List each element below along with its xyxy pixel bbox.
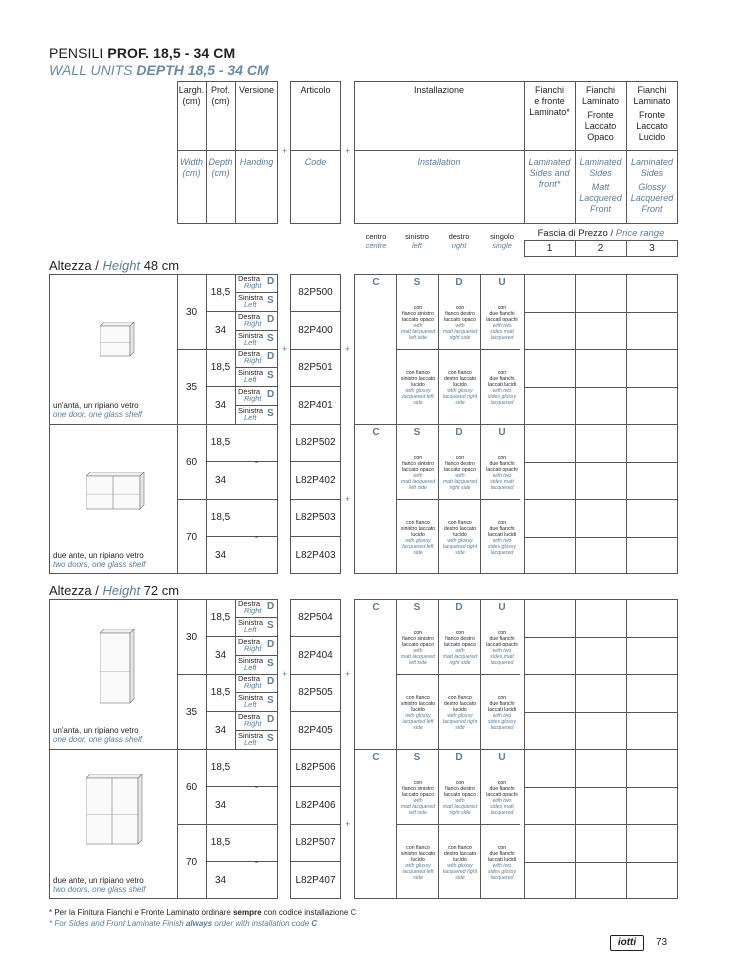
handing-s-code: S	[267, 733, 274, 744]
grid-line	[524, 712, 678, 713]
width-value: 70	[185, 857, 198, 868]
grid-line	[524, 499, 678, 500]
grid-line	[290, 786, 341, 787]
grid-line	[524, 637, 678, 638]
install-note: con due fianchi laccati lucidi with two sides glossy lacquered	[487, 695, 517, 731]
handing-s-code: S	[267, 370, 274, 381]
code-u: U	[498, 277, 506, 288]
depth-value: 34	[214, 324, 227, 336]
depth-value: 34	[214, 474, 227, 486]
depth-value: 18,5	[210, 362, 231, 373]
handing-d-code: D	[267, 351, 275, 362]
depth-value: 18,5	[210, 287, 231, 298]
width-value: 30	[185, 307, 198, 318]
code-s: S	[413, 427, 421, 438]
handing-left: Sinistra Left	[238, 368, 264, 384]
handing-right: Destra Right	[238, 599, 262, 615]
plus-sign: +	[345, 819, 351, 829]
handing-d-code: D	[267, 676, 275, 687]
code-s: S	[413, 277, 421, 288]
code-s: S	[413, 752, 421, 763]
handing-left: Sinistra Left	[238, 406, 264, 422]
code-c: C	[372, 277, 380, 288]
install-note: con fianco destro laccato opaco with matt lacquered right side	[442, 455, 478, 491]
install-note: con fianco destro laccato lucido with glossy lacquered right side	[442, 520, 478, 556]
grid-line	[49, 749, 278, 750]
cabinet-one-door-illustration	[100, 629, 136, 707]
article-code: 82P500	[298, 287, 333, 298]
install-note: con fianco sinistro laccato lucido with glossy lacquered left side	[400, 520, 436, 556]
depth-value: 18,5	[210, 687, 231, 698]
depth-value: 18,5	[210, 437, 231, 448]
grid-line	[290, 711, 341, 712]
install-note: con due fianchi laccati opachi with two sides matt lacquered	[486, 305, 518, 341]
handing-s-code: S	[267, 658, 274, 669]
handing-left: Sinistra Left	[238, 618, 264, 634]
width-value: 30	[185, 632, 198, 643]
depth-value: 18,5	[210, 612, 231, 623]
article-code: 82P504	[298, 612, 333, 623]
handing-left: Sinistra Left	[238, 693, 264, 709]
page-title: PENSILI PROF. 18,5 - 34 CM	[49, 45, 236, 61]
handing-none: -	[254, 532, 259, 543]
grid-line	[290, 424, 341, 425]
handing-right: Destra Right	[238, 637, 262, 653]
grid-line	[354, 424, 678, 425]
width-value: 60	[185, 782, 198, 793]
install-note: con due fianchi laccati lucidi with two sides glossy lacquered	[487, 370, 517, 406]
code-u: U	[498, 427, 506, 438]
install-note: con due fianchi laccati opachi with two sides matt lacquered	[486, 630, 518, 666]
code-c: C	[372, 752, 380, 763]
article-code: 82P401	[298, 399, 333, 411]
grid-line	[290, 349, 341, 350]
footnote-it: * Per la Finitura Fianchi e Fronte Laminato ordinare sempre con codice installazione C	[49, 908, 357, 917]
handing-right: Destra Right	[238, 712, 262, 728]
plus-sign: +	[345, 344, 351, 354]
handing-left: Sinistra Left	[238, 331, 264, 347]
install-note: con fianco sinistro laccato opaco with matt lacquered left side	[400, 780, 436, 816]
install-note: con due fianchi laccati lucidi with two sides glossy lacquered	[487, 520, 517, 556]
grid-line	[354, 749, 678, 750]
grid-line	[177, 824, 278, 825]
grid-line	[290, 636, 341, 637]
depth-value: 34	[214, 799, 227, 811]
brand-logo: iotti	[610, 935, 644, 951]
depth-value: 34	[214, 649, 227, 661]
handing-none: -	[254, 857, 259, 868]
grid-line	[290, 674, 341, 675]
article-code: 82P501	[298, 362, 333, 373]
install-note: con fianco destro laccato opaco with matt lacquered right side	[442, 305, 478, 341]
handing-none: -	[254, 457, 259, 468]
install-note: con due fianchi laccati opachi with two sides matt lacquered	[486, 780, 518, 816]
code-d: D	[455, 602, 463, 613]
grid-line	[290, 861, 341, 862]
article-code: L82P402	[295, 474, 336, 486]
article-code: L82P502	[295, 437, 336, 448]
grid-line	[524, 349, 678, 350]
code-d: D	[455, 277, 463, 288]
handing-s-code: S	[267, 333, 274, 344]
article-code: L82P407	[295, 874, 336, 886]
handing-d-code: D	[267, 601, 275, 612]
install-note: con fianco sinistro laccato opaco with matt lacquered left side	[400, 305, 436, 341]
handing-d-code: D	[267, 714, 275, 725]
grid-line	[524, 862, 678, 863]
article-code: 82P400	[298, 324, 333, 336]
install-note: con fianco destro laccato opaco with matt lacquered right side	[442, 780, 478, 816]
article-code: 82P505	[298, 687, 333, 698]
depth-value: 34	[214, 549, 227, 561]
plus-sign: +	[345, 494, 351, 504]
install-note: con fianco sinistro laccato lucido with glossy lacquered left side	[400, 845, 436, 881]
page-number: 73	[656, 937, 668, 948]
code-s: S	[413, 602, 421, 613]
plus-sign: +	[282, 344, 288, 354]
article-code: 82P404	[298, 649, 333, 661]
grid-line	[524, 312, 678, 313]
block-label-one-door: un'anta, un ripiano vetro one door, one glass shelf	[53, 401, 142, 419]
handing-s-code: S	[267, 620, 274, 631]
cabinet-two-doors-illustration	[86, 472, 146, 513]
depth-value: 18,5	[210, 837, 231, 848]
install-note: con fianco destro laccato lucido with glossy lacquered right side	[442, 695, 478, 731]
handing-left: Sinistra Left	[238, 656, 264, 672]
install-note: con fianco sinistro laccato opaco with matt lacquered left side	[400, 455, 436, 491]
install-note: con fianco sinistro laccato lucido with glossy lacquered left side	[400, 695, 436, 731]
handing-right: Destra Right	[238, 674, 262, 690]
handing-d-code: D	[267, 276, 275, 287]
handing-d-code: D	[267, 314, 275, 325]
grid-line	[49, 424, 278, 425]
handing-d-code: D	[267, 389, 275, 400]
grid-line	[524, 537, 678, 538]
article-code: 82P405	[298, 724, 333, 736]
code-c: C	[372, 602, 380, 613]
grid-line	[290, 499, 341, 500]
depth-value: 34	[214, 724, 227, 736]
install-note: con fianco destro laccato opaco with matt lacquered right side	[442, 630, 478, 666]
width-value: 60	[185, 457, 198, 468]
article-code: L82P507	[295, 837, 336, 848]
block-label-two-doors: due ante, un ripiano vetro two doors, one glass shelf	[53, 551, 146, 569]
handing-none: -	[254, 782, 259, 793]
handing-d-code: D	[267, 639, 275, 650]
grid-line	[396, 674, 520, 675]
block-label-one-door: un'anta, un ripiano vetro one door, one glass shelf	[53, 726, 142, 744]
article-code: L82P403	[295, 549, 336, 561]
block-label-two-doors: due ante, un ripiano vetro two doors, one glass shelf	[53, 876, 146, 894]
handing-right: Destra Right	[238, 274, 262, 290]
grid-line	[290, 461, 341, 462]
depth-value: 34	[214, 399, 227, 411]
grid-line	[290, 311, 341, 312]
grid-line	[290, 386, 341, 387]
grid-line	[524, 674, 678, 675]
install-note: con fianco destro laccato lucido with glossy lacquered right side	[442, 370, 478, 406]
install-note: con fianco sinistro laccato opaco with matt lacquered left side	[400, 630, 436, 666]
grid-line	[396, 349, 520, 350]
grid-line	[290, 536, 341, 537]
code-c: C	[372, 427, 380, 438]
article-code: L82P506	[295, 762, 336, 773]
handing-right: Destra Right	[238, 312, 262, 328]
width-value: 35	[185, 707, 198, 718]
grid-line	[524, 387, 678, 388]
grid-line	[396, 499, 520, 500]
handing-s-code: S	[267, 295, 274, 306]
grid-line	[290, 824, 341, 825]
install-note: con fianco sinistro laccato lucido with glossy lacquered left side	[400, 370, 436, 406]
article-code: L82P503	[295, 512, 336, 523]
section-title: Altezza / Height 48 cm	[49, 258, 180, 273]
handing-s-code: S	[267, 695, 274, 706]
depth-value: 34	[214, 874, 227, 886]
handing-right: Destra Right	[238, 349, 262, 365]
width-value: 70	[185, 532, 198, 543]
footnote-en: * For Sides and Front Laminate Finish always order with installation code C	[49, 919, 318, 928]
code-u: U	[498, 752, 506, 763]
install-note: con due fianchi laccati lucidi with two sides glossy lacquered	[487, 845, 517, 881]
install-note: con fianco destro laccato lucido with glossy lacquered right side	[442, 845, 478, 881]
cabinet-two-doors-illustration	[86, 774, 144, 848]
grid-line	[177, 499, 278, 500]
handing-s-code: S	[267, 408, 274, 419]
grid-line	[524, 462, 678, 463]
code-u: U	[498, 602, 506, 613]
plus-sign: +	[282, 669, 288, 679]
install-note: con due fianchi laccati opachi with two sides matt lacquered	[486, 455, 518, 491]
depth-value: 18,5	[210, 762, 231, 773]
page-subtitle: WALL UNITS DEPTH 18,5 - 34 CM	[49, 62, 269, 78]
handing-right: Destra Right	[238, 387, 262, 403]
cabinet-one-door-illustration	[100, 322, 136, 360]
handing-left: Sinistra Left	[238, 293, 264, 309]
grid-line	[290, 749, 341, 750]
plus-sign: +	[345, 669, 351, 679]
depth-value: 18,5	[210, 512, 231, 523]
article-code: L82P406	[295, 799, 336, 811]
code-d: D	[455, 752, 463, 763]
code-d: D	[455, 427, 463, 438]
grid-line	[524, 824, 678, 825]
handing-left: Sinistra Left	[238, 731, 264, 747]
section-title: Altezza / Height 72 cm	[49, 583, 180, 598]
width-value: 35	[185, 382, 198, 393]
grid-line	[396, 824, 520, 825]
grid-line	[524, 787, 678, 788]
